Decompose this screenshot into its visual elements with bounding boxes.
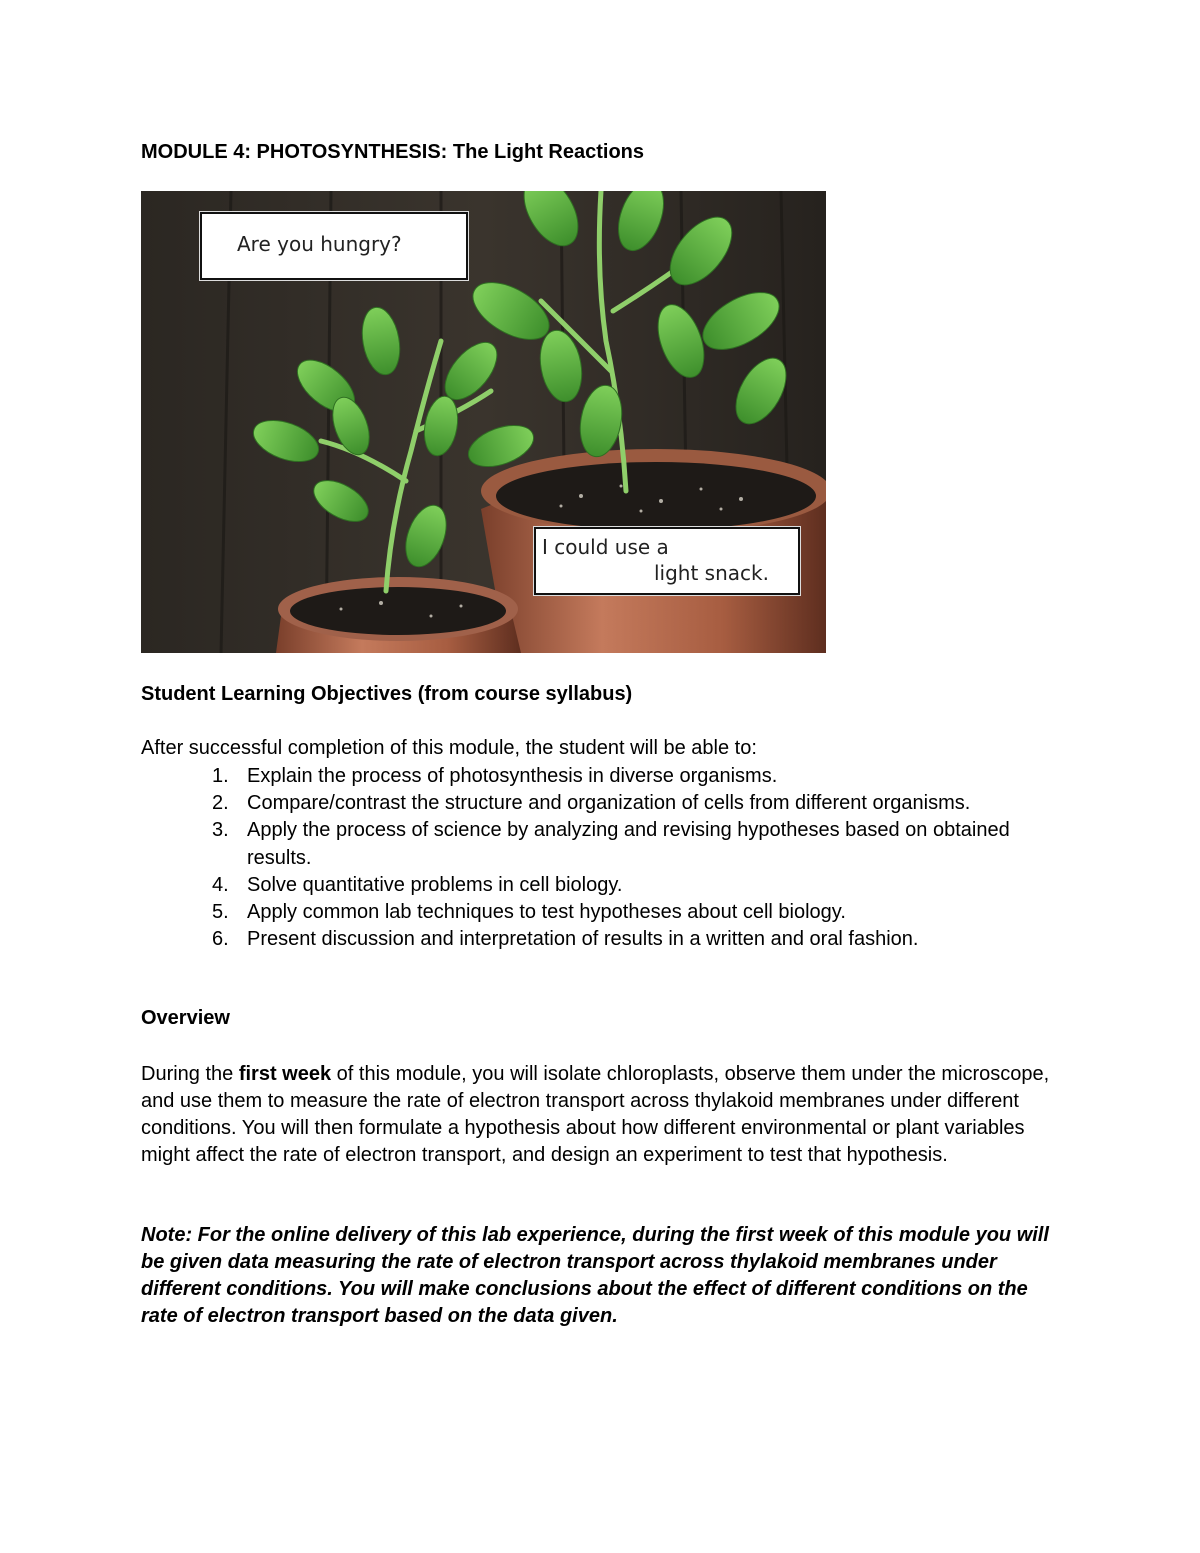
list-text: Solve quantitative problems in cell biology. [247, 873, 623, 896]
list-text: Compare/contrast the structure and organization of cells from different organisms. [247, 792, 971, 815]
page-title: MODULE 4: PHOTOSYNTHESIS: The Light Reactions [141, 141, 645, 163]
objectives-list [0, 763, 1200, 953]
list-item [0, 926, 1067, 953]
list-item [0, 790, 1067, 817]
list-number: 2. [212, 792, 229, 815]
overview-text-start: During the [141, 1063, 239, 1085]
list-text: Apply common lab techniques to test hypotheses about cell biology. [247, 901, 846, 924]
list-text: Present discussion and interpretation of results in a written and oral fashion. [247, 928, 919, 951]
list-text: Explain the process of photosynthesis in diverse organisms. [247, 765, 778, 787]
callout-bottom-line1: I could use a [542, 535, 669, 559]
list-number: 3. [212, 819, 229, 842]
list-number: 1. [212, 765, 229, 787]
list-item [0, 899, 1067, 926]
objectives-heading: Student Learning Objectives (from course syllabus) [141, 683, 633, 705]
overview-emphasis: first week [238, 1063, 332, 1085]
list-number: 4. [212, 873, 229, 896]
overview-heading: Overview [141, 1007, 230, 1029]
plant-photo [141, 191, 826, 653]
objectives-intro: After successful completion of this module, the student will be able to: [141, 737, 757, 759]
speech-callout-bottom [534, 527, 800, 595]
speech-callout-top [200, 212, 468, 280]
note-paragraph: Note: For the online delivery of this lab experience, during the first week of this module you will be given data measuring the rate of electron transport across thylakoid membranes under different conditions. You will make conclusions about the effect of different conditions on the rate of electron transport based on the data given. [141, 1224, 1049, 1327]
list-number: 6. [212, 928, 229, 951]
list-item [0, 872, 1067, 899]
callout-bottom-line2: light snack. [654, 561, 769, 585]
list-text: Apply the process of science by analyzing and revising hypotheses based on obtained results. [247, 819, 1010, 869]
list-item [0, 763, 1067, 790]
callout-top-text: Are you hungry? [237, 232, 402, 256]
overview-paragraph [141, 1061, 1071, 1169]
overview-text-rest: of this module, you will isolate chloroplasts, observe them under the microscope, and use them to measure the rate of electron transport across thylakoid membranes under different conditions. You will then formulate a hypothesis about how different environmental or plant variables might affect the rate of electron transport, and design an experiment to test that hypothesis. [141, 1063, 1050, 1166]
list-number: 5. [212, 901, 229, 924]
list-item [0, 817, 1067, 871]
